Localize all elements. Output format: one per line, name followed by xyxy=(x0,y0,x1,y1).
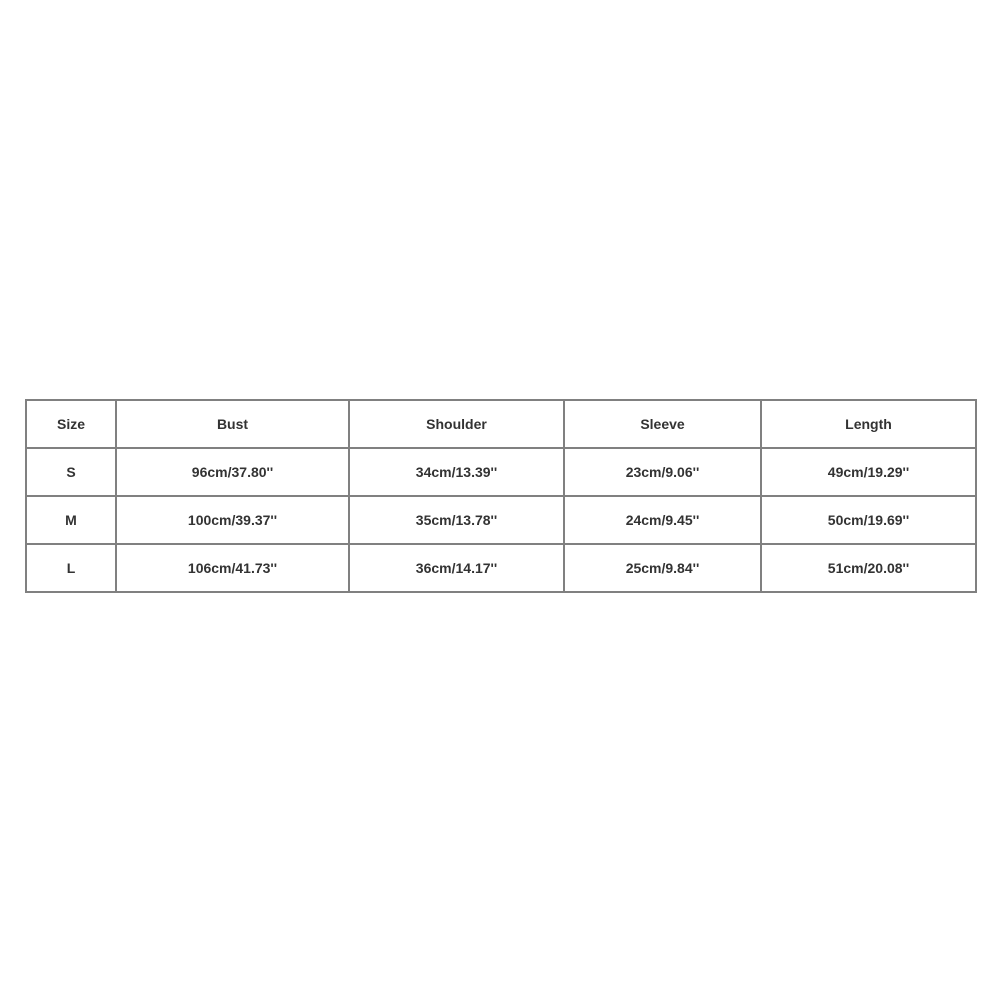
cell-length: 49cm/19.29'' xyxy=(761,448,976,496)
table-row xyxy=(26,496,976,544)
size-chart-table xyxy=(25,399,977,593)
cell-bust: 106cm/41.73'' xyxy=(116,544,349,592)
cell-size: L xyxy=(26,544,116,592)
header-size: Size xyxy=(26,400,116,448)
cell-bust: 96cm/37.80'' xyxy=(116,448,349,496)
table-row xyxy=(26,544,976,592)
header-row xyxy=(26,400,976,448)
cell-size: M xyxy=(26,496,116,544)
header-bust: Bust xyxy=(116,400,349,448)
header-sleeve: Sleeve xyxy=(564,400,761,448)
cell-length: 50cm/19.69'' xyxy=(761,496,976,544)
header-shoulder: Shoulder xyxy=(349,400,564,448)
cell-shoulder: 36cm/14.17'' xyxy=(349,544,564,592)
cell-shoulder: 35cm/13.78'' xyxy=(349,496,564,544)
cell-sleeve: 24cm/9.45'' xyxy=(564,496,761,544)
cell-bust: 100cm/39.37'' xyxy=(116,496,349,544)
cell-size: S xyxy=(26,448,116,496)
cell-length: 51cm/20.08'' xyxy=(761,544,976,592)
cell-shoulder: 34cm/13.39'' xyxy=(349,448,564,496)
cell-sleeve: 25cm/9.84'' xyxy=(564,544,761,592)
header-length: Length xyxy=(761,400,976,448)
table-row xyxy=(26,448,976,496)
cell-sleeve: 23cm/9.06'' xyxy=(564,448,761,496)
